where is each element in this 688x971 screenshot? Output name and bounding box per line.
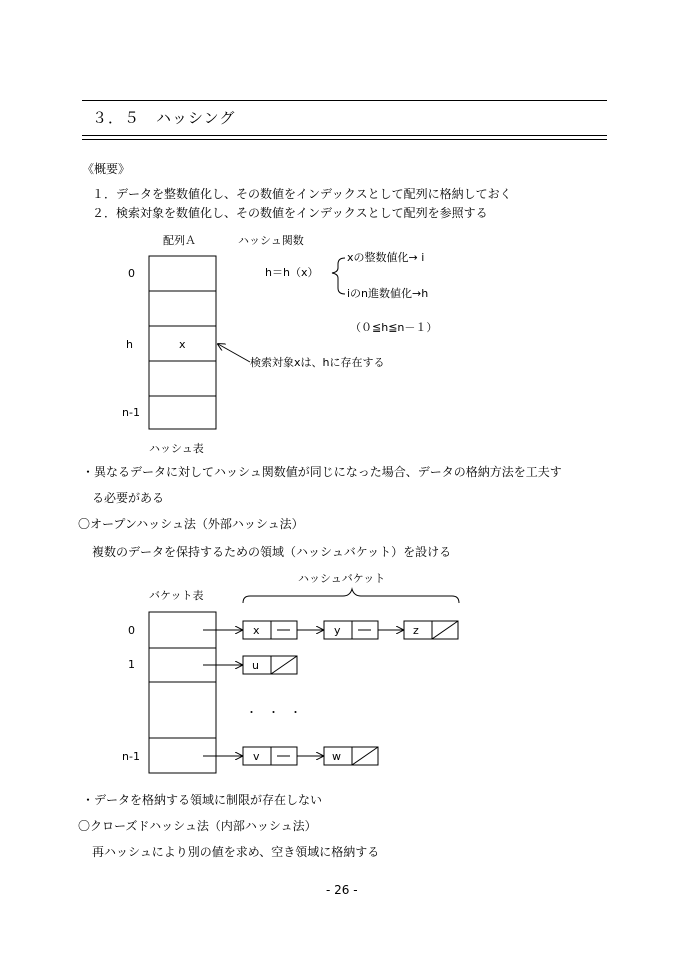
hash-formula: h＝h（x） [265,266,319,279]
closed-hash-heading: 〇クローズドハッシュ法（内部ハッシュ法） [78,819,317,833]
hash-function-label: ハッシュ関数 [238,234,304,247]
hash-range: （０≦h≦n－１） [350,321,438,334]
hash-array-cell [149,291,216,326]
node-value-x: x [253,624,260,637]
hash-bucket-label: ハッシュバケット [298,572,386,585]
hash-array-cell [149,361,216,396]
open-hash-desc: 複数のデータを保持するための領域（ハッシュバケット）を設ける [92,545,452,559]
node-value-z: z [413,624,419,637]
node-value-u: u [252,659,259,672]
node-value-v: v [253,750,260,763]
branch-lower: iのn進数値化→h [347,287,429,300]
search-arrow [218,344,250,362]
node-value-w: w [332,750,341,763]
hash-array-cell [149,396,216,429]
cell-value-x: x [179,338,186,351]
closed-hash-desc: 再ハッシュにより別の値を求め、空き領域に格納する [92,845,380,859]
bucket-row-label-n-1: n-1 [122,750,140,763]
bucket-row-label-1: 1 [128,658,135,671]
branch-upper: xの整数値化→ i [347,251,425,264]
hash-array-cell [149,256,216,291]
open-hash-heading: 〇オープンハッシュ法（外部ハッシュ法） [78,517,304,531]
search-note: 検索対象xは、hに存在する [250,356,385,369]
bucket-row-label-0: 0 [128,624,135,637]
overview-heading: 《概要》 [82,162,131,176]
row-label-0: 0 [128,267,135,280]
hash-table-caption: ハッシュ表 [149,442,204,455]
page-title: ３．５ ハッシング [92,109,236,127]
bucket-table-label: バケット表 [149,589,204,602]
formula-brace [332,258,345,294]
row-label-n-1: n-1 [122,406,140,419]
array-label: 配列Ａ [163,234,196,247]
no-limit-note: ・データを格納する領域に制限が存在しない [82,793,323,807]
ellipsis: ・ ・ ・ [246,706,301,719]
collision-note-line1: ・異なるデータに対してハッシュ関数値が同じになった場合、データの格納方法を工夫す [82,465,562,479]
page-number: - 26 - [326,883,358,897]
row-label-h: h [126,338,133,351]
node-value-y: y [334,624,341,637]
collision-note-line2: る必要がある [92,491,165,505]
overview-item-2: ２．検索対象を数値化し、その数値をインデックスとして配列を参照する [92,206,488,220]
overview-item-1: １．データを整数値化し、その数値をインデックスとして配列に格納しておく [92,187,512,201]
